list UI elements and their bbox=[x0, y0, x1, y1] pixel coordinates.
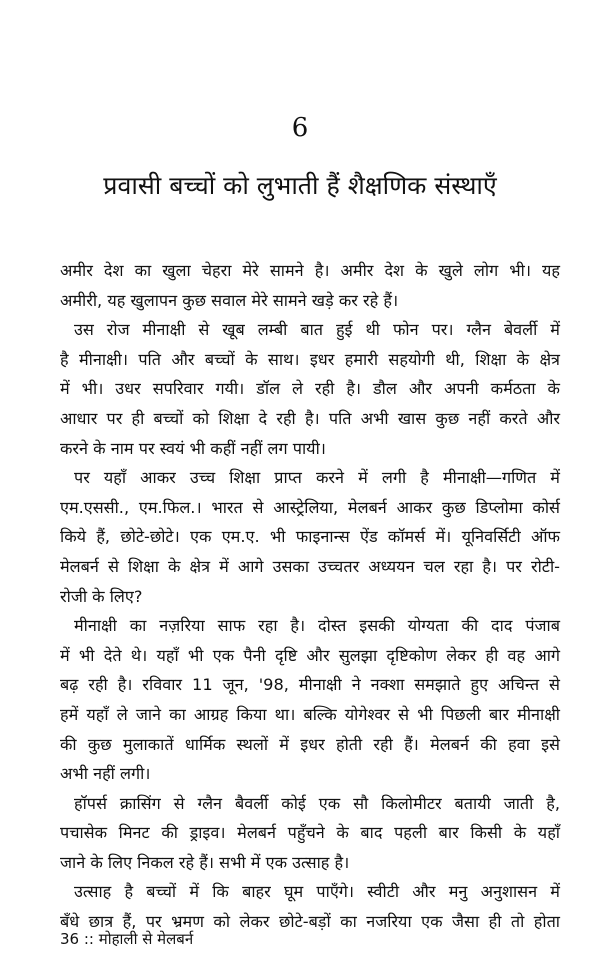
text-line: हॉपर्स क्रासिंग से ग्लैन बैवर्ली कोई एक सौ किलोमीटर बतायी जाती है, bbox=[74, 793, 560, 813]
text-line: मीनाक्षी का नज़रिया साफ रहा है। दोस्त इसकी योग्यता की दाद पंजाब bbox=[74, 616, 560, 636]
text-line: में भी देते थे। यहाँ भी एक पैनी दृष्टि और सुलझा दृष्टिकोण लेकर ही वह आगे bbox=[60, 645, 560, 665]
text-line: किये हैं, छोटे-छोटे। एक एम.ए. भी फाइनान्स ऐंड कॉमर्स में। यूनिवर्सिटी ऑफ bbox=[60, 527, 560, 547]
text-line: उस रोज मीनाक्षी से खूब लम्बी बात हुई थी फोन पर। ग्लैन बेवर्ली में bbox=[74, 320, 560, 340]
text-line: पर यहाँ आकर उच्च शिक्षा प्राप्त करने में लगी है मीनाक्षी—गणित में bbox=[74, 468, 560, 488]
text-line: अभी नहीं लगी। bbox=[60, 764, 151, 784]
text-line: करने के नाम पर स्वयं भी कहीं नहीं लग पायी। bbox=[60, 438, 326, 458]
text-line: बँधे छात्र हैं, पर भ्रमण को लेकर छोटे-बड़ों का नजरिया एक जैसा ही तो होता bbox=[60, 912, 560, 932]
text-line: अमीर देश का खुला चेहरा मेरे सामने है। अमीर देश के खुले लोग भी। यह bbox=[60, 261, 560, 280]
chapter-number: 6 bbox=[291, 113, 309, 143]
text-line: अमीरी, यह खुलापन कुछ सवाल मेरे सामने खड़े कर रहे हैं। bbox=[60, 290, 399, 310]
text-line: एम.एससी., एम.फिल.। भारत से आस्ट्रेलिया, मेलबर्न आकर कुछ डिप्लोमा कोर्स bbox=[60, 497, 560, 517]
chapter-title: प्रवासी बच्चों को लुभाती हैं शैक्षणिक संस्थाएँ bbox=[103, 171, 497, 200]
text-line: में भी। उधर सपरिवार गयी। डॉल ले रही है। डौल और अपनी कर्मठता के bbox=[60, 379, 560, 399]
text-line: रोजी के लिए? bbox=[60, 586, 143, 606]
text-line: मेलबर्न से शिक्षा के क्षेत्र में आगे उसका उच्चतर अध्ययन चल रहा है। पर रोटी- bbox=[60, 556, 560, 576]
text-line: पचासेक मिनट की ड्राइव। मेलबर्न पहुँचने के बाद पहली बार किसी के यहाँ bbox=[60, 823, 560, 843]
page-footer: 36 :: मोहाली से मेलबर्न bbox=[60, 930, 194, 948]
body-text bbox=[60, 256, 560, 937]
text-line: है मीनाक्षी। पति और बच्चों के साथ। इधर हमारी सहयोगी थी, शिक्षा के क्षेत्र bbox=[60, 349, 560, 369]
text-line: बढ़ रही है। रविवार 11 जून, '98, मीनाक्षी ने नक्शा समझाते हुए अचिन्त से bbox=[60, 675, 560, 695]
text-line: आधार पर ही बच्चों को शिक्षा दे रही है। पति अभी खास कुछ नहीं करते और bbox=[60, 408, 560, 428]
text-line: की कुछ मुलाकातें धार्मिक स्थलों में इधर होती रही हैं। मेलबर्न की हवा इसे bbox=[60, 734, 560, 754]
text-line: हमें यहाँ ले जाने का आग्रह किया था। बल्कि योगेश्वर से भी पिछली बार मीनाक्षी bbox=[60, 704, 560, 724]
text-line: जाने के लिए निकल रहे हैं। सभी में एक उत्साह है। bbox=[60, 852, 350, 872]
text-line: उत्साह है बच्चों में कि बाहर घूम पाएँगे। स्वीटी और मनु अनुशासन में bbox=[74, 882, 560, 902]
